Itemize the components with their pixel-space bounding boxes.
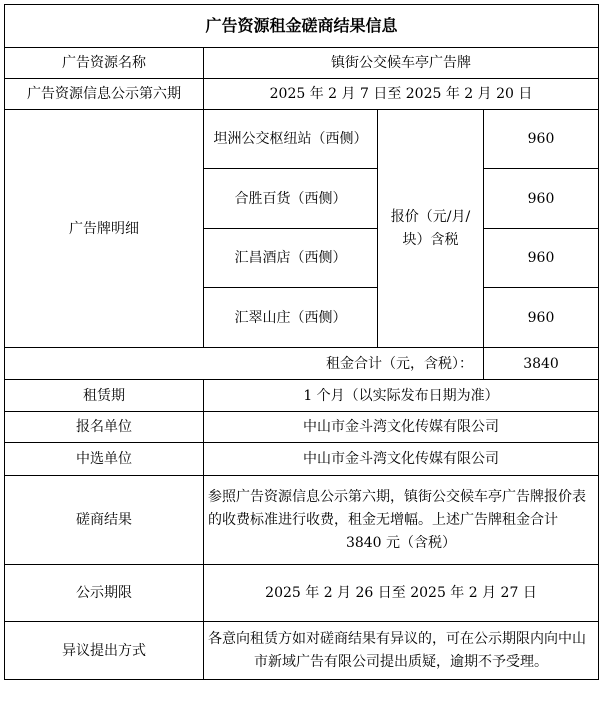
period-value: 2025 年 2 月 7 日至 2025 年 2 月 20 日 bbox=[204, 79, 599, 110]
resource-name-value: 镇街公交候车亭广告牌 bbox=[204, 48, 599, 79]
billboard-price: 960 bbox=[484, 288, 599, 348]
total-label: 租金合计（元，含税）： bbox=[5, 348, 484, 380]
billboard-name: 坦洲公交枢纽站（西侧） bbox=[204, 110, 378, 169]
period-label: 广告资源信息公示第六期 bbox=[5, 79, 204, 110]
total-value: 3840 bbox=[484, 348, 599, 380]
billboard-name: 汇昌酒店（西侧） bbox=[204, 229, 378, 288]
resource-name-label: 广告资源名称 bbox=[5, 48, 204, 79]
billboard-price: 960 bbox=[484, 110, 599, 169]
detail-label: 广告牌明细 bbox=[5, 110, 204, 348]
result-table bbox=[4, 4, 599, 680]
result-value: 参照广告资源信息公示第六期，镇街公交候车亭广告牌报价表的收费标准进行收费，租金无增幅。上述广告牌租金合计 3840 元（含税） bbox=[204, 476, 599, 565]
billboard-price: 960 bbox=[484, 169, 599, 229]
billboard-name: 汇翠山庄（西侧） bbox=[204, 288, 378, 348]
notice-value: 2025 年 2 月 26 日至 2025 年 2 月 27 日 bbox=[204, 565, 599, 622]
objection-value: 各意向租赁方如对磋商结果有异议的，可在公示期限内向中山市新域广告有限公司提出质疑，逾期不予受理。 bbox=[204, 622, 599, 680]
price-unit-label: 报价（元/月/块）含税 bbox=[378, 110, 484, 348]
table-title: 广告资源租金磋商结果信息 bbox=[5, 5, 599, 48]
notice-label: 公示期限 bbox=[5, 565, 204, 622]
term-value: 1 个月（以实际发布日期为准） bbox=[204, 380, 599, 412]
result-label: 磋商结果 bbox=[5, 476, 204, 565]
selected-value: 中山市金斗湾文化传媒有限公司 bbox=[204, 443, 599, 476]
objection-label: 异议提出方式 bbox=[5, 622, 204, 680]
applicant-label: 报名单位 bbox=[5, 412, 204, 443]
selected-label: 中选单位 bbox=[5, 443, 204, 476]
term-label: 租赁期 bbox=[5, 380, 204, 412]
applicant-value: 中山市金斗湾文化传媒有限公司 bbox=[204, 412, 599, 443]
billboard-name: 合胜百货（西侧） bbox=[204, 169, 378, 229]
billboard-price: 960 bbox=[484, 229, 599, 288]
